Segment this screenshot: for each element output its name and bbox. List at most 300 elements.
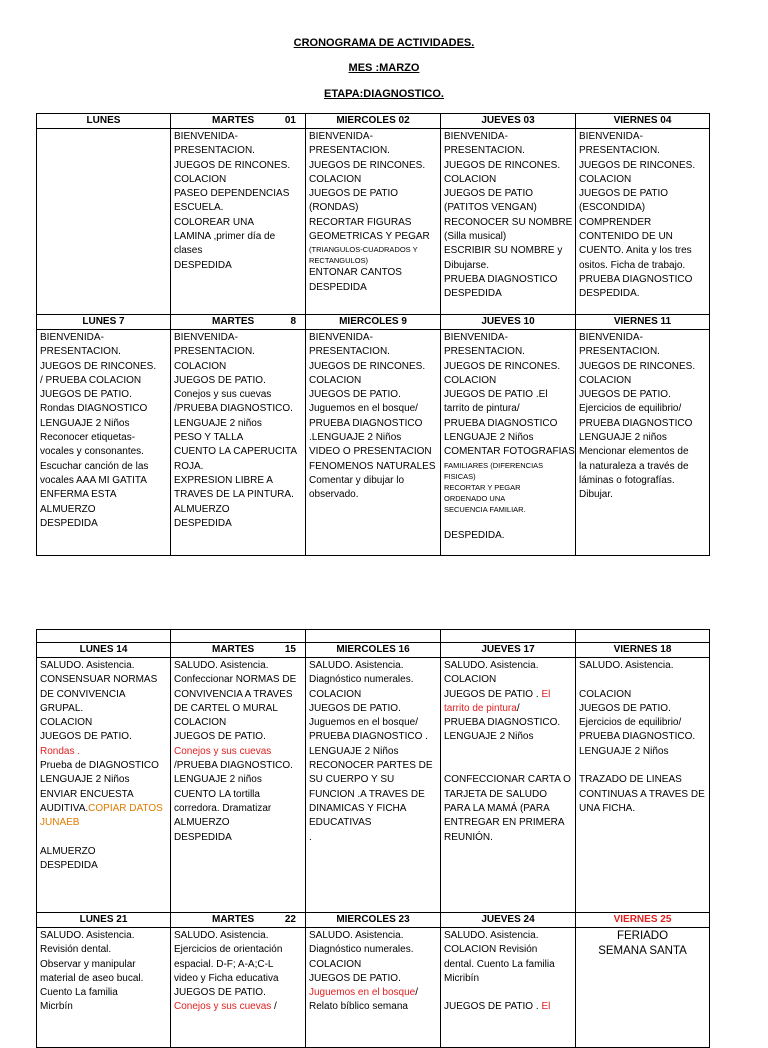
day-header [306, 643, 441, 658]
activity-text: COLACION [444, 173, 497, 185]
activity-line [40, 773, 167, 787]
day-name: MIERCOLES 02 [336, 115, 410, 126]
day-number: 15 [284, 644, 296, 655]
activity-line [40, 986, 167, 1000]
activity-line [444, 159, 572, 173]
activity-text: JUEGOS DE RINCONES. [174, 159, 291, 171]
blank-cell [441, 630, 576, 643]
activity-line [40, 460, 167, 474]
activity-text: JUEGOS DE PATIO. [579, 702, 671, 714]
day-header [441, 913, 576, 928]
stage-label: ETAPA:DIAGNOSTICO. [324, 88, 444, 100]
activity-cell [37, 658, 171, 913]
activity-line [40, 445, 167, 459]
blank-cell [576, 630, 710, 643]
activity-cell [171, 330, 306, 556]
activity-line [444, 986, 572, 1000]
activity-text: COMPRENDER [579, 216, 652, 228]
activity-text: Rondas . [40, 745, 81, 757]
activity-text: Dibujarse. [444, 259, 490, 271]
activity-line [309, 374, 437, 388]
activity-line [444, 471, 572, 482]
activity-text: Rondas DIAGNOSTICO [40, 403, 148, 415]
activity-text: LENGUAJE 2 niños [174, 774, 262, 786]
activity-text: JUNAEB [40, 817, 80, 829]
activity-line [174, 374, 302, 388]
activity-line [174, 702, 302, 716]
activity-text: COLACION [579, 374, 632, 386]
activity-line [444, 173, 572, 187]
activity-line [174, 673, 302, 687]
day-name: LUNES 7 [82, 316, 125, 327]
activity-text: Diagnóstico numerales. [309, 674, 414, 686]
activity-text: LENGUAJE 2 Niños [309, 745, 399, 757]
blank-cell [306, 630, 441, 643]
activity-line [174, 230, 302, 244]
activity-text: PRUEBA DIAGNOSTICO. [579, 731, 696, 743]
activity-text: JUEGOS DE RINCONES. [444, 159, 561, 171]
activity-line [579, 944, 706, 959]
activity-text: PRUEBA DIAGNOSTICO [579, 273, 693, 285]
week-header-row [37, 643, 710, 658]
activity-line [174, 259, 302, 273]
week-header-row [37, 114, 710, 129]
activity-text: PRESENTACION. [40, 346, 121, 358]
activity-line [444, 972, 572, 986]
activity-line [174, 745, 302, 759]
activity-text: Reconocer etiquetas- [40, 432, 136, 444]
day-header-split [174, 114, 302, 127]
activity-text: JUEGOS DE PATIO. [174, 374, 266, 386]
activity-line [40, 374, 167, 388]
activity-line [174, 488, 302, 502]
activity-line [309, 958, 437, 972]
activity-text: Dibujar. [579, 489, 613, 501]
activity-text: LENGUAJE 2 Niños [40, 417, 130, 429]
activity-text: RECONOCER SU NOMBRE [444, 216, 573, 228]
activity-line [309, 745, 437, 759]
activity-line [40, 716, 167, 730]
activity-cell [171, 928, 306, 1048]
activity-text: JUEGOS DE PATIO. [309, 702, 401, 714]
activity-cell [37, 129, 171, 315]
activity-line [444, 802, 572, 816]
activity-line [174, 816, 302, 830]
activity-line [309, 773, 437, 787]
activity-line [174, 388, 302, 402]
activity-text: (RONDAS) [309, 202, 359, 214]
activity-text: CONVIVENCIA A TRAVES [174, 688, 293, 700]
activity-text: espacial. D-F; A-A;C-L [174, 958, 274, 970]
activity-line [309, 831, 437, 845]
activity-line [40, 659, 167, 673]
activity-text: .LENGUAJE 2 Niños [309, 432, 402, 444]
day-header [306, 913, 441, 928]
blank-cell [171, 630, 306, 643]
activity-line [309, 802, 437, 816]
activity-line [444, 230, 572, 244]
activity-text: FERIADO [616, 930, 669, 942]
activity-line [309, 201, 437, 215]
activity-text: COLACION Revisión [444, 944, 538, 956]
activity-line [309, 688, 437, 702]
activity-line [174, 345, 302, 359]
day-header-split [174, 315, 302, 328]
activity-text: PARA LA MAMÁ (PARA [444, 802, 550, 814]
activity-line [309, 929, 437, 943]
activity-line [309, 673, 437, 687]
activity-text: (PATITOS VENGAN) [444, 202, 537, 214]
activity-line [444, 702, 572, 716]
activity-line [579, 417, 706, 431]
activity-text: Confeccionar NORMAS DE [174, 674, 297, 686]
activity-line [174, 445, 302, 459]
activity-line [444, 360, 572, 374]
activity-line [174, 773, 302, 787]
activity-line [174, 216, 302, 230]
activity-line [40, 688, 167, 702]
activity-line [444, 745, 572, 759]
activity-text: COMENTAR FOTOGRAFIAS [444, 446, 575, 458]
activity-text: GEOMETRICAS Y PEGAR [309, 231, 430, 243]
activity-line [174, 716, 302, 730]
activity-text: COLACION [579, 173, 632, 185]
activity-text: tarrito de pintura [444, 702, 517, 714]
day-name: LUNES 21 [79, 914, 128, 925]
activity-line [444, 759, 572, 773]
day-header [576, 913, 710, 928]
activity-text: (Silla musical) [444, 231, 507, 243]
day-name: MIERCOLES 9 [339, 316, 407, 327]
activity-text: COLACION [174, 717, 227, 729]
activity-text: corredora. Dramatizar [174, 802, 272, 814]
activity-line [579, 402, 706, 416]
activity-text: CUENTO. Anita y los tres [579, 245, 692, 257]
activity-line [309, 187, 437, 201]
activity-line [444, 345, 572, 359]
activity-line [444, 187, 572, 201]
activity-line [309, 788, 437, 802]
activity-line [579, 259, 706, 273]
activity-cell [37, 928, 171, 1048]
activity-text: JUEGOS DE PATIO. [174, 731, 266, 743]
activity-text: Ejercicios de equilibrio/ [579, 403, 682, 415]
activity-text: JUEGOS DE PATIO [444, 188, 534, 200]
day-header [576, 643, 710, 658]
activity-line [579, 659, 706, 673]
activity-text: CUENTO LA CAPERUCITA [174, 446, 297, 458]
activity-suffix: / [271, 1001, 277, 1013]
activity-cell [37, 330, 171, 556]
activity-line [579, 773, 706, 787]
day-header-split [174, 913, 302, 926]
activity-text: JUEGOS DE RINCONES. [309, 360, 426, 372]
activity-text: PASEO DEPENDENCIAS [174, 188, 290, 200]
activity-text: BIENVENIDA- [309, 131, 373, 142]
activity-line [174, 503, 302, 517]
activity-text: TRAZADO DE LINEAS [579, 774, 682, 786]
activity-text: dental. Cuento La familia [444, 958, 555, 970]
activity-line [40, 345, 167, 359]
activity-line [579, 287, 706, 301]
day-name: MARTES [212, 115, 255, 126]
activity-text: COLACION [309, 688, 362, 700]
activity-text: BIENVENIDA- [579, 131, 643, 142]
activity-line [579, 187, 706, 201]
day-name: JUEVES 17 [481, 644, 535, 655]
activity-line [174, 431, 302, 445]
activity-text: JUEGOS DE PATIO. [40, 731, 132, 743]
activity-line [174, 360, 302, 374]
activity-line [40, 402, 167, 416]
activity-text: SALUDO. Asistencia. [444, 660, 539, 671]
activity-text: SEMANA SANTA [598, 945, 687, 957]
activity-text: DESPEDIDA [174, 831, 232, 843]
activity-text: ENTONAR CANTOS [309, 267, 402, 279]
activity-text: . [309, 831, 312, 843]
activity-line [309, 266, 437, 280]
activity-text: DINAMICAS Y FICHA [309, 802, 407, 814]
activity-text: SECUENCIA FAMILIAR. [444, 504, 526, 514]
activity-text: JUEGOS DE RINCONES. [579, 360, 696, 372]
activity-text: tarrito de pintura/ [444, 403, 520, 415]
activity-line [444, 144, 572, 158]
activity-line [40, 488, 167, 502]
day-header [441, 643, 576, 658]
activity-line [444, 431, 572, 445]
activity-line [174, 659, 302, 673]
activity-text: LENGUAJE 2 Niños [579, 745, 669, 757]
activity-text: COLACION [444, 674, 497, 686]
blank-row [37, 630, 710, 643]
activity-text: /PRUEBA DIAGNOSTICO. [174, 403, 293, 415]
activity-line [444, 831, 572, 845]
day-header [171, 315, 306, 330]
activity-line [40, 431, 167, 445]
day-name: VIERNES 25 [613, 914, 672, 925]
activity-text: DESPEDIDA [174, 259, 232, 271]
activity-line [579, 144, 706, 158]
activity-text: PESO Y TALLA [174, 432, 244, 444]
activity-text: SALUDO. Asistencia. [174, 660, 269, 671]
activity-line [444, 659, 572, 673]
activity-line [444, 515, 572, 529]
activity-text: Observar y manipular [40, 958, 136, 970]
activity-line [444, 130, 572, 144]
activity-line [444, 929, 572, 943]
day-header [37, 315, 171, 330]
day-name: MIERCOLES 16 [336, 644, 410, 655]
activity-line [309, 159, 437, 173]
activity-text: SALUDO. Asistencia. [309, 930, 404, 941]
activity-text: ositos. Ficha de trabajo. [579, 259, 686, 271]
activity-cell [306, 928, 441, 1048]
activity-text: EXPRESION LIBRE A [174, 474, 273, 486]
activity-text: Micrbín [40, 1001, 73, 1013]
activity-line [579, 730, 706, 744]
activity-text: clases [174, 245, 203, 257]
activity-line [309, 1000, 437, 1014]
activity-line [579, 331, 706, 345]
activity-text: LENGUAJE 2 Niños [444, 731, 534, 743]
activity-text: TRAVES DE LA PINTURA. [174, 489, 294, 501]
month-label: MES :MARZO [348, 62, 420, 74]
activity-line [579, 445, 706, 459]
activity-suffix: / [415, 717, 418, 729]
blank-cell [37, 630, 171, 643]
activity-cell [306, 330, 441, 556]
activity-line [444, 688, 572, 702]
activity-line [309, 388, 437, 402]
activity-text: JUEGOS DE PATIO . [444, 688, 539, 700]
activity-line [174, 517, 302, 531]
day-header [171, 114, 306, 129]
activity-text: Relato bíblico semana [309, 1001, 408, 1013]
activity-line [579, 130, 706, 144]
activity-line [40, 972, 167, 986]
day-header [37, 643, 171, 658]
activity-line [40, 929, 167, 943]
activity-line [444, 460, 572, 471]
activity-text: RECTANGULOS) [309, 256, 369, 266]
activity-line [40, 702, 167, 716]
activity-line [579, 488, 706, 502]
activity-line [309, 173, 437, 187]
activity-line [579, 345, 706, 359]
activity-line [174, 201, 302, 215]
activity-line [174, 831, 302, 845]
activity-line [444, 445, 575, 459]
activity-text: RECONOCER PARTES DE [309, 760, 433, 772]
activity-line [174, 972, 302, 986]
activity-line [444, 673, 572, 687]
activity-line [309, 488, 437, 502]
activity-line [174, 958, 302, 972]
activity-text: JUEGOS DE PATIO. [309, 389, 401, 401]
activity-text: UNA FICHA. [579, 802, 636, 814]
activity-text: DESPEDIDA [40, 860, 98, 872]
activity-text: LAMINA ,primer día de [174, 231, 276, 243]
activity-line [309, 730, 437, 744]
activity-text: LENGUAJE 2 Niños [444, 432, 534, 444]
activity-text: BIENVENIDA- [444, 332, 508, 343]
activity-line [579, 745, 706, 759]
activity-text: JUEGOS DE PATIO. [309, 972, 401, 984]
activity-text: ORDENADO UNA [444, 493, 506, 503]
activity-text: LENGUAJE 2 Niños [40, 774, 130, 786]
activity-line [40, 859, 167, 873]
week-header-row [37, 913, 710, 928]
activity-text: ENTREGAR EN PRIMERA [444, 817, 565, 829]
activity-line [174, 688, 302, 702]
activity-text: ALMUERZO [40, 845, 96, 857]
activity-line [40, 360, 167, 374]
activity-line [40, 417, 167, 431]
activity-text: JUEGOS DE RINCONES. [444, 360, 561, 372]
activity-line [444, 273, 572, 287]
day-header-split [174, 643, 302, 656]
activity-line [309, 345, 437, 359]
activity-text: PRESENTACION. [444, 346, 525, 358]
activity-line [579, 460, 706, 474]
activity-text: láminas o fotografías. [579, 474, 675, 486]
activity-line [174, 759, 302, 773]
activity-line [309, 659, 437, 673]
activity-line [579, 716, 706, 730]
activity-line [444, 788, 572, 802]
activity-line [309, 431, 437, 445]
activity-line [309, 244, 437, 255]
activity-text: COLACION [309, 374, 362, 386]
activity-line [174, 417, 302, 431]
activity-text: vocales y consonantes. [40, 446, 144, 458]
activity-line [309, 144, 437, 158]
activity-line [40, 730, 167, 744]
activity-text: REUNIÓN. [444, 831, 493, 843]
activity-text: PRESENTACION. [309, 346, 390, 358]
activity-line [444, 529, 572, 543]
activity-text: EDUCATIVAS [309, 817, 372, 829]
activity-text: BIENVENIDA- [40, 332, 104, 343]
day-name: JUEVES 10 [481, 316, 535, 327]
activity-text: TARJETA DE SALUDO [444, 788, 547, 800]
day-name: MARTES [212, 316, 255, 327]
activity-text: PRESENTACION. [444, 145, 525, 157]
activity-line [40, 802, 167, 816]
activity-line [309, 331, 437, 345]
activity-text: CONFECCIONAR CARTA O [444, 774, 571, 786]
activity-text: DESPEDIDA. [579, 288, 640, 300]
day-header [441, 114, 576, 129]
activity-text: Conejos y sus cuevas [174, 389, 272, 401]
activity-line [579, 201, 706, 215]
activity-line [174, 331, 302, 345]
activity-line [309, 474, 437, 488]
activity-line [309, 281, 437, 295]
activity-line [174, 730, 302, 744]
activity-text: ENVIAR ENCUESTA [40, 788, 134, 800]
activity-line [40, 503, 167, 517]
activity-line [579, 244, 706, 258]
activity-text: CONTENIDO DE UN [579, 231, 673, 243]
week-activities-row [37, 330, 710, 556]
activity-line [174, 159, 302, 173]
week-activities-row [37, 928, 710, 1048]
activity-text: Diagnóstico numerales. [309, 944, 414, 956]
activity-text: FISICAS) [444, 471, 476, 481]
activity-text: Comentar y dibujar lo [309, 474, 405, 486]
activity-text: Conejos y sus cuevas [174, 1001, 272, 1013]
activity-cell [576, 129, 710, 315]
activity-text: JUEGOS DE RINCONES. [579, 159, 696, 171]
activity-line [174, 244, 302, 258]
activity-text: Prueba de DIAGNOSTICO [40, 760, 159, 772]
activity-line [579, 802, 706, 816]
day-number: 8 [290, 316, 296, 327]
activity-text: SALUDO. Asistencia. [579, 660, 674, 671]
activity-line [309, 255, 437, 266]
activity-text: DESPEDIDA. [444, 529, 505, 541]
activity-line [444, 417, 572, 431]
activity-text: COLACION [579, 688, 632, 700]
activity-line [579, 431, 706, 445]
activity-text: Revisión dental. [40, 944, 112, 956]
day-header [576, 315, 710, 330]
activity-text: ROJA. [174, 460, 204, 472]
activity-line [444, 943, 572, 957]
activity-line [309, 216, 437, 230]
activity-line [174, 1000, 302, 1014]
